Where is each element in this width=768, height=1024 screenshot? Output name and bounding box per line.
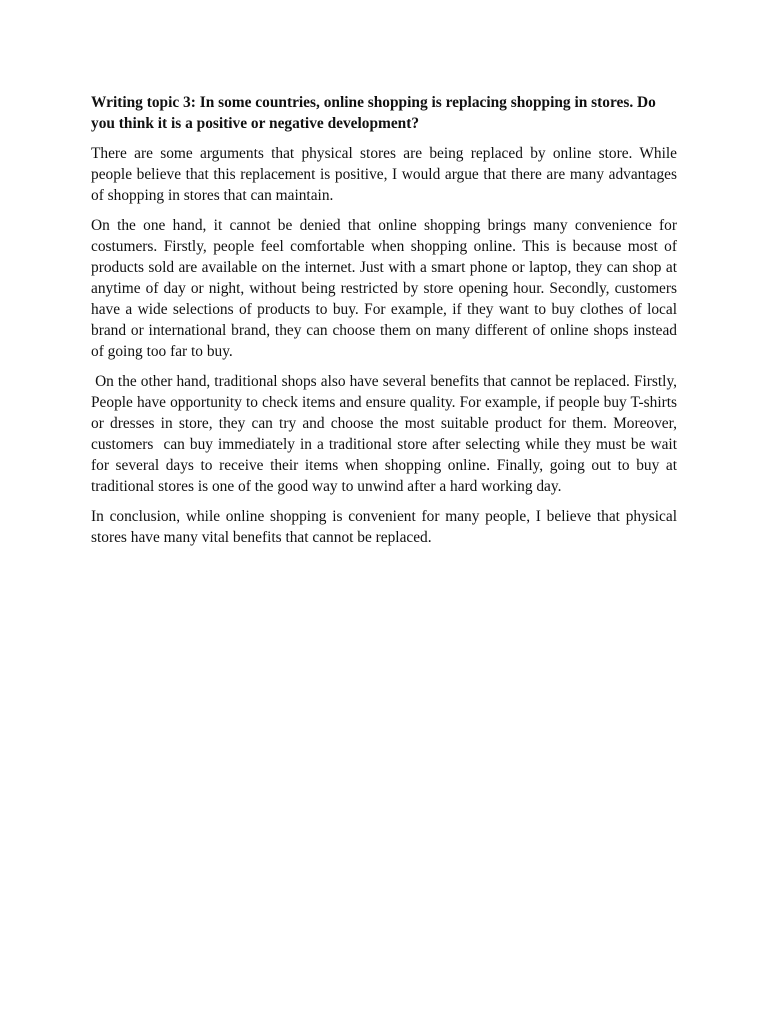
conclusion-paragraph: In conclusion, while online shopping is convenient for many people, I believe that physical stores have many vital benefits that cannot be replaced. bbox=[91, 508, 681, 546]
document-page bbox=[91, 92, 681, 557]
introduction-paragraph: There are some arguments that physical stores are being replaced by online store. While people believe that this replacement is positive, I would argue that there are many advantages of shopping in stores that can maintain. bbox=[91, 145, 681, 204]
essay-title: Writing topic 3: In some countries, online shopping is replacing shopping in stores. Do you think it is a positive or negative development? bbox=[91, 94, 656, 132]
body-paragraph-advantages-stores: On the other hand, traditional shops also have several benefits that cannot be replaced. Firstly, People have opportunity to check items and ensure quality. For example, if people buy T-shirts or dresses in store, they can try and choose the most suitable product for them. Moreover, customers can buy immediately in a traditional store after selecting while they must be wait for several days to receive their items when shopping online. Finally, going out to buy at traditional stores is one of the good way to unwind after a hard working day. bbox=[91, 373, 681, 495]
body-paragraph-advantages-online: On the one hand, it cannot be denied that online shopping brings many convenience for costumers. Firstly, people feel comfortable when shopping online. This is because most of products sold are available on the internet. Just with a smart phone or laptop, they can shop at anytime of day or night, without being restricted by store opening hour. Secondly, customers have a wide selections of products to buy. For example, if they want to buy clothes of local brand or international brand, they can choose them on many different of online shops instead of going too far to buy. bbox=[91, 217, 681, 360]
